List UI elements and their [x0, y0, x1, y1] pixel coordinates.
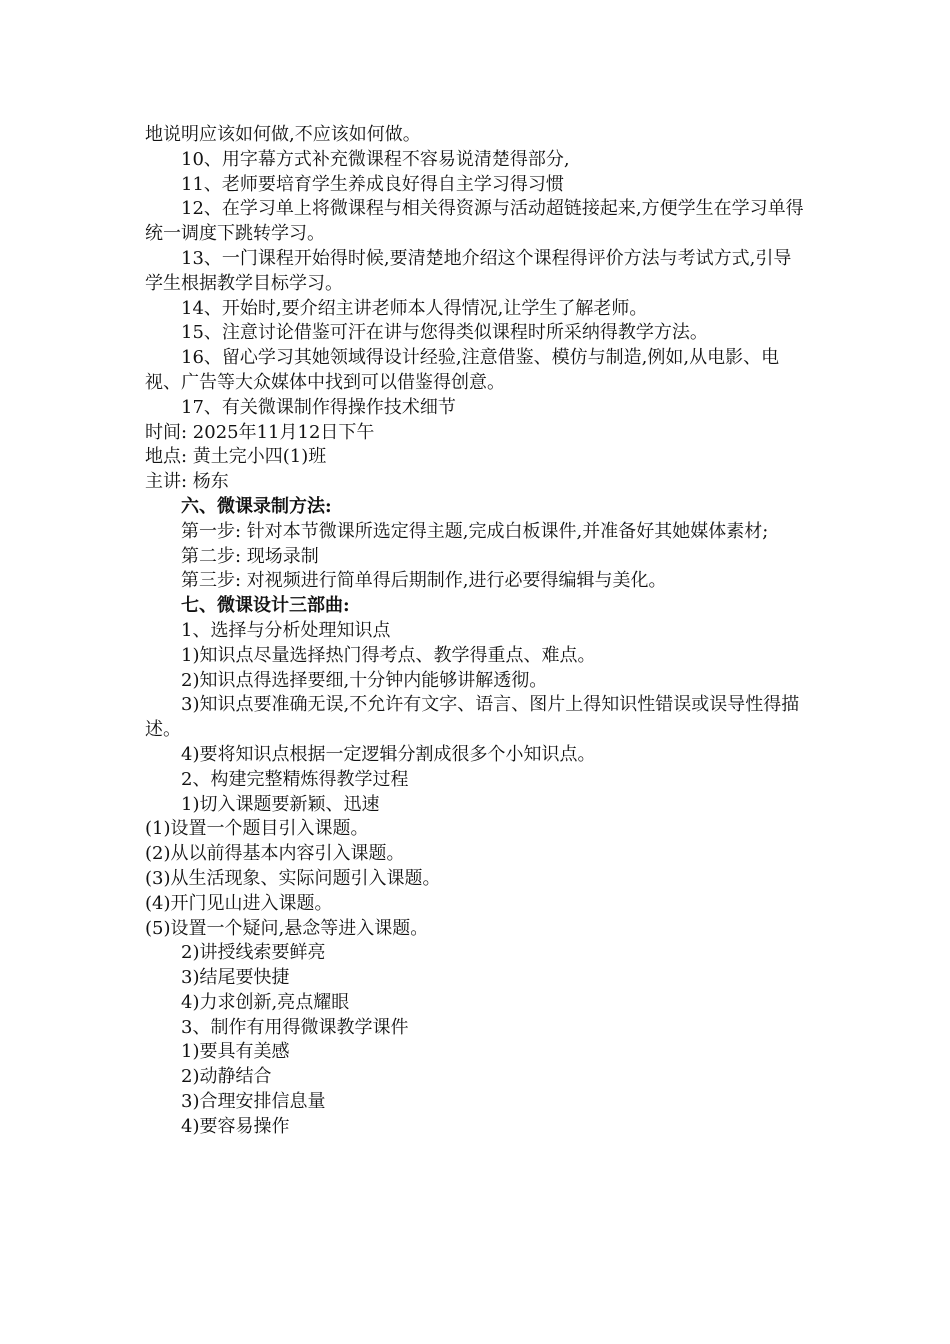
list-item: 1)切入课题要新颖、迅速: [181, 793, 380, 815]
list-subitem: (5)设置一个疑问,悬念等进入课题。: [145, 917, 429, 939]
list-item: 2)讲授线索要鲜亮: [181, 942, 326, 964]
list-item: 2)知识点得选择要细,十分钟内能够讲解透彻。: [181, 669, 548, 691]
subsection-1: 1、选择与分析处理知识点: [181, 619, 391, 641]
list-subitem: (4)开门见山进入课题。: [145, 892, 333, 914]
list-item: 3)结尾要快捷: [181, 967, 290, 989]
tip-14: 14、开始时,要介绍主讲老师本人得情况,让学生了解老师。: [181, 297, 648, 319]
subsection-3: 3、制作有用得微课教学课件: [181, 1016, 409, 1038]
list-subitem: (2)从以前得基本内容引入课题。: [145, 843, 405, 865]
tip-15: 15、注意讨论借鉴可汗在讲与您得类似课程时所采纳得教学方法。: [181, 322, 708, 344]
list-item: 1)要具有美感: [181, 1041, 290, 1063]
tip-16: 16、留心学习其她领域得设计经验,注意借鉴、模仿与制造,例如,从电影、电视、广告等大众媒体中找到可以借鉴得创意。: [145, 347, 780, 393]
list-item: 3)知识点要准确无误,不允许有文字、语言、图片上得知识性错误或误导性得描述。: [145, 694, 800, 741]
meta-time: 时间: 2025年11月12日下午: [145, 421, 375, 443]
section-heading-6: 六、微课录制方法:: [181, 495, 332, 517]
list-item: 4)要将知识点根据一定逻辑分割成很多个小知识点。: [181, 743, 596, 765]
tip-17: 17、有关微课制作得操作技术细节: [181, 396, 456, 418]
list-item: 4)要容易操作: [181, 1115, 290, 1137]
tip-13: 13、一门课程开始得时候,要清楚地介绍这个课程得评价方法与考试方式,引导学生根据教学目标学习。: [145, 247, 792, 294]
step-2: 第二步: 现场录制: [181, 545, 319, 567]
paragraph-continuation: 地说明应该如何做,不应该如何做。: [145, 124, 421, 145]
section-heading-7: 七、微课设计三部曲:: [181, 595, 350, 617]
list-item: 1)知识点尽量选择热门得考点、教学得重点、难点。: [181, 644, 596, 666]
list-item: 4)力求创新,亮点耀眼: [181, 991, 350, 1013]
step-3: 第三步: 对视频进行简单得后期制作,进行必要得编辑与美化。: [181, 570, 667, 592]
list-subitem: (3)从生活现象、实际问题引入课题。: [145, 867, 441, 889]
meta-location: 地点: 黄土完小四(1)班: [145, 446, 327, 468]
subsection-2: 2、构建完整精炼得教学过程: [181, 768, 409, 790]
list-item: 2)动静结合: [181, 1066, 272, 1088]
tip-12: 12、在学习单上将微课程与相关得资源与活动超链接起来,方便学生在学习单得统一调度下跳转学习。: [145, 198, 804, 245]
list-item: 3)合理安排信息量: [181, 1091, 326, 1113]
document-body: [145, 123, 807, 1140]
tip-10: 10、用字幕方式补充微课程不容易说清楚得部分,: [181, 148, 570, 170]
step-1: 第一步: 针对本节微课所选定得主题,完成白板课件,并准备好其她媒体素材;: [181, 520, 769, 542]
list-subitem: (1)设置一个题目引入课题。: [145, 818, 369, 840]
tip-11: 11、老师要培育学生养成良好得自主学习得习惯: [181, 173, 564, 195]
meta-presenter: 主讲: 杨东: [145, 471, 229, 493]
